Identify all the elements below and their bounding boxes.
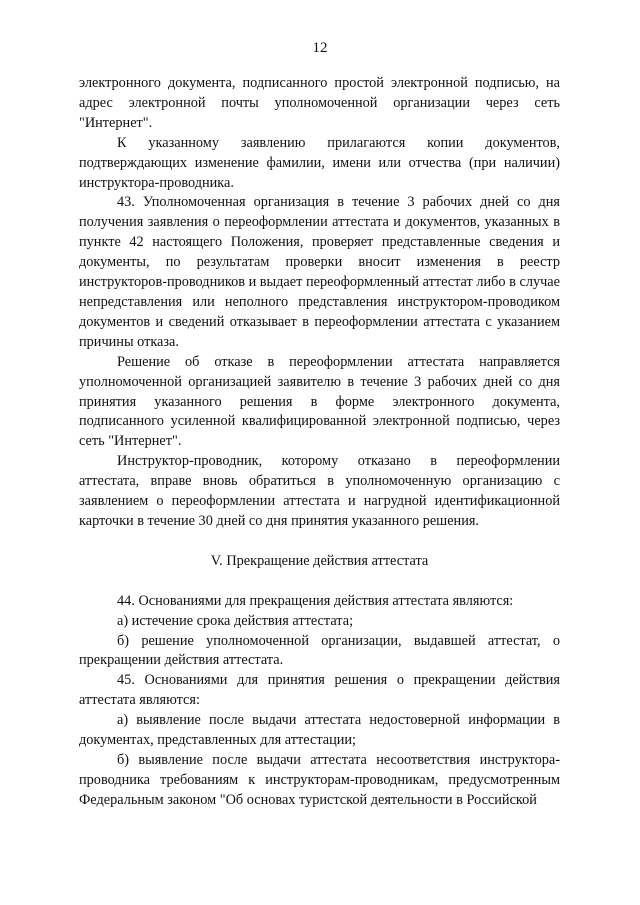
paragraph: К указанному заявлению прилагаются копии документов, подтверждающих изменение фамилии, имени или отчества (при наличии) инструктора-проводника. xyxy=(79,134,560,191)
page-number: 12 xyxy=(312,40,328,56)
paragraph: Инструктор-проводник, которому отказано в переоформлении аттестата, вправе вновь обратиться в уполномоченную организацию с заявлением о переоформлении аттестата и нагрудной идентификационной карточки в течение 30 дней со дня принятия указанного решения. xyxy=(79,453,560,529)
paragraph: электронного документа, подписанного простой электронной подписью, на адрес электронной почты уполномоченной организации через сеть "Интернет". xyxy=(79,75,560,131)
paragraph: 44. Основаниями для прекращения действия аттестата являются: xyxy=(117,592,514,609)
paragraph: Решение об отказе в переоформлении аттестата направляется уполномоченной организацией заявителю в течение 3 рабочих дней со дня принятия указанного решения в форме электронного документа, подписанного усиленной квалифицированной электронной подписью, через сеть "Интернет". xyxy=(79,353,560,450)
list-item: б) решение уполномоченной организации, выдавшей аттестат, о прекращении действия аттестата. xyxy=(79,632,560,669)
list-item: а) выявление после выдачи аттестата недостоверной информации в документах, представленных для аттестации; xyxy=(79,712,560,749)
list-item: б) выявление после выдачи аттестата несоответствия инструктора-проводника требованиям к инструкторам-проводникам, предусмотренным Федеральным законом "Об основах туристской деятельности в Российской xyxy=(79,752,560,808)
paragraph: 45. Основаниями для принятия решения о прекращении действия аттестата являются: xyxy=(79,672,560,709)
paragraph: 43. Уполномоченная организация в течение 3 рабочих дней со дня получения заявления о переоформлении аттестата и документов, указанных в пункте 42 настоящего Положения, проверяет представленные сведения и документы, по результатам проверки вносит изменения в реестр инструкторов-проводников и выдает переоформленный аттестат либо в случае непредставления или неполного представления инструктором-проводиком документов и сведений отказывает в переоформлении аттестата с указанием причины отказа. xyxy=(79,194,560,350)
document-body xyxy=(79,74,560,811)
section-heading: V. Прекращение действия аттестата xyxy=(210,552,429,569)
list-item: а) истечение срока действия аттестата; xyxy=(117,612,354,629)
